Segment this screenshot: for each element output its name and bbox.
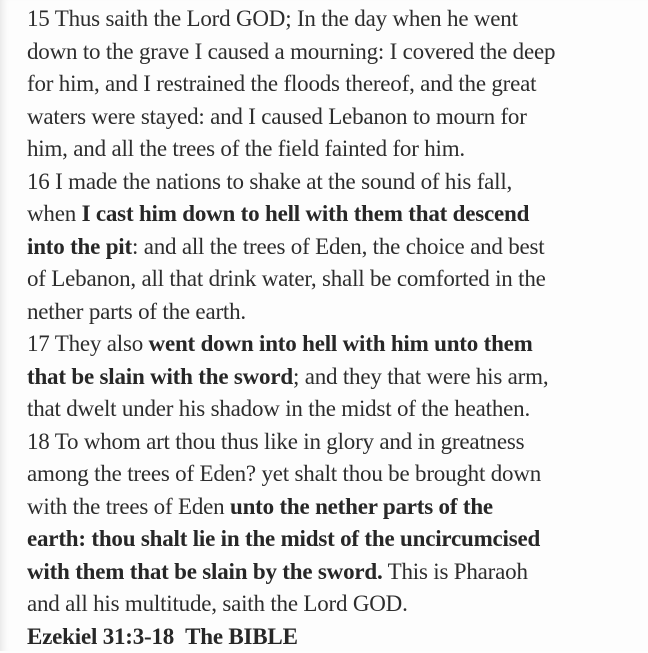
text-line — [27, 426, 644, 459]
text-line — [27, 328, 644, 361]
text-segment: for him, and I restrained the floods thereof, and the great — [27, 71, 536, 96]
text-line — [27, 491, 644, 524]
text-segment: down to the grave I caused a mourning: I covered the deep — [27, 39, 555, 64]
text-segment: among the trees of Eden? yet shalt thou be brought down — [27, 461, 541, 486]
bold-text-segment: unto the nether parts of the — [230, 494, 493, 519]
text-line — [27, 36, 644, 69]
text-segment: with the trees of Eden — [27, 494, 230, 519]
text-segment: ; and they that were his arm, — [293, 364, 548, 389]
text-segment: 18 To whom art thou thus like in glory and in greatness — [27, 429, 524, 454]
bold-text-segment: I cast him down to hell with them that descend — [82, 201, 530, 226]
bold-text-segment: earth: thou shalt lie in the midst of the uncircumcised — [27, 526, 540, 551]
text-line — [27, 361, 644, 394]
citation-source: The BIBLE — [185, 624, 298, 649]
text-segment: waters were stayed: and I caused Lebanon to mourn for — [27, 104, 527, 129]
bold-text-segment: with them that be slain by the sword. — [27, 559, 383, 584]
citation-reference: Ezekiel 31:3-18 — [27, 624, 174, 649]
text-line — [27, 556, 644, 589]
text-segment: when — [27, 201, 82, 226]
text-segment: him, and all the trees of the field fainted for him. — [27, 136, 465, 161]
bold-text-segment: into the pit — [27, 234, 132, 259]
bold-text-segment: went down into hell with him unto them — [149, 331, 533, 356]
text-segment: 16 I made the nations to shake at the sound of his fall, — [27, 169, 512, 194]
bold-text-segment: that be slain with the sword — [27, 364, 293, 389]
text-line — [27, 393, 644, 426]
text-segment: 17 They also — [27, 331, 149, 356]
text-segment: : and all the trees of Eden, the choice and best — [132, 234, 545, 259]
passage-lines — [27, 3, 644, 621]
text-segment: 15 Thus saith the Lord GOD; In the day when he went — [27, 6, 518, 31]
text-line — [27, 68, 644, 101]
text-line — [27, 523, 644, 556]
citation-line — [27, 621, 644, 653]
text-segment: that dwelt under his shadow in the midst of the heathen. — [27, 396, 530, 421]
text-line — [27, 263, 644, 296]
text-line — [27, 198, 644, 231]
text-line — [27, 296, 644, 329]
text-segment: nether parts of the earth. — [27, 299, 246, 324]
text-segment: This is Pharaoh — [383, 559, 528, 584]
text-segment: of Lebanon, all that drink water, shall be comforted in the — [27, 266, 546, 291]
text-line — [27, 588, 644, 621]
text-line — [27, 231, 644, 264]
text-line — [27, 101, 644, 134]
text-line — [27, 458, 644, 491]
text-line — [27, 166, 644, 199]
text-line — [27, 3, 644, 36]
text-segment: and all his multitude, saith the Lord GOD. — [27, 591, 408, 616]
text-line — [27, 133, 644, 166]
